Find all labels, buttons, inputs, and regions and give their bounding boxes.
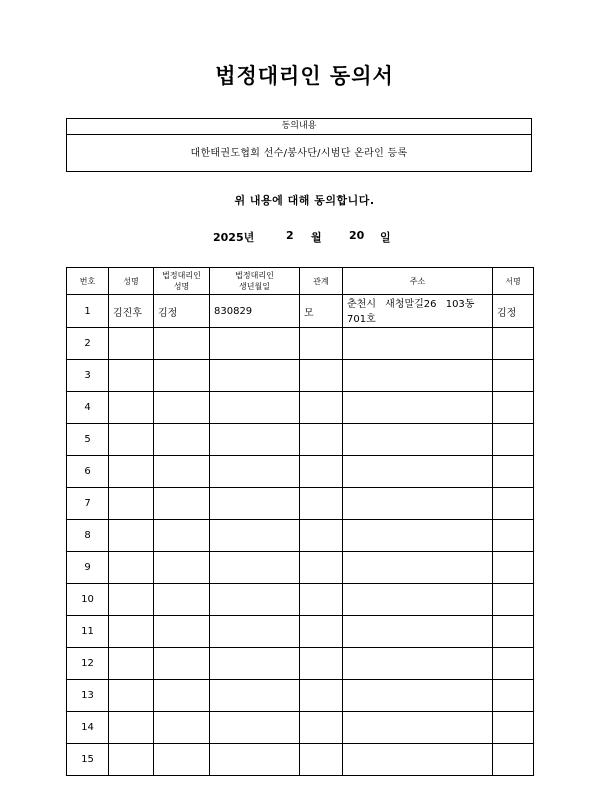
cell-relation[interactable] — [300, 488, 343, 520]
date-month: 2 — [286, 229, 294, 242]
table-row — [67, 520, 534, 552]
cell-guardian-name[interactable] — [154, 552, 210, 584]
cell-signature[interactable] — [493, 648, 534, 680]
row-number: 5 — [67, 424, 109, 456]
cell-signature[interactable] — [493, 584, 534, 616]
cell-address[interactable] — [343, 392, 493, 424]
cell-guardian-name[interactable] — [154, 648, 210, 680]
consent-box — [66, 118, 532, 172]
row-number: 11 — [67, 616, 109, 648]
cell-guardian-birth[interactable] — [210, 520, 300, 552]
table-row — [67, 584, 534, 616]
cell-relation[interactable] — [300, 712, 343, 744]
guardian-table — [66, 267, 534, 776]
cell-guardian-birth[interactable] — [210, 616, 300, 648]
cell-relation[interactable] — [300, 584, 343, 616]
cell-guardian-birth[interactable] — [210, 456, 300, 488]
cell-address[interactable] — [343, 552, 493, 584]
cell-guardian-name[interactable] — [154, 584, 210, 616]
address-line1: 춘천시 새청말길26 103동 — [347, 298, 475, 310]
header-name: 성명 — [109, 268, 154, 295]
cell-address[interactable] — [343, 360, 493, 392]
cell-address[interactable] — [343, 520, 493, 552]
header-guardian-name-line1: 법정대리인 — [162, 271, 201, 280]
cell-guardian-name[interactable] — [154, 392, 210, 424]
cell-guardian-birth[interactable] — [210, 424, 300, 456]
date-month-unit: 월 — [311, 231, 322, 244]
cell-name[interactable] — [109, 648, 154, 680]
cell-guardian-birth[interactable] — [210, 392, 300, 424]
cell-name[interactable] — [109, 392, 154, 424]
cell-relation[interactable] — [300, 648, 343, 680]
cell-name[interactable] — [109, 712, 154, 744]
date-day-unit: 일 — [380, 231, 391, 244]
cell-relation[interactable] — [300, 424, 343, 456]
cell-name[interactable] — [109, 616, 154, 648]
row-number: 2 — [67, 328, 109, 360]
row-number: 7 — [67, 488, 109, 520]
header-address: 주소 — [343, 268, 493, 295]
table-row — [67, 360, 534, 392]
cell-address[interactable] — [343, 584, 493, 616]
header-guardian-name-line2: 성명 — [173, 282, 190, 291]
row-number: 1 — [67, 295, 109, 328]
cell-guardian-birth[interactable] — [210, 328, 300, 360]
cell-signature[interactable] — [493, 424, 534, 456]
header-relation: 관계 — [300, 268, 343, 295]
cell-address[interactable] — [343, 295, 493, 328]
cell-name[interactable] — [109, 680, 154, 712]
cell-relation[interactable] — [300, 744, 343, 776]
cell-name[interactable] — [109, 424, 154, 456]
cell-guardian-name[interactable]: 김정 — [154, 295, 210, 328]
row-number: 3 — [67, 360, 109, 392]
table-row — [67, 456, 534, 488]
cell-guardian-name[interactable] — [154, 616, 210, 648]
cell-address[interactable] — [343, 424, 493, 456]
cell-signature[interactable] — [493, 680, 534, 712]
header-guardian-birth-line1: 법정대리인 — [235, 271, 274, 280]
cell-name[interactable] — [109, 520, 154, 552]
cell-signature[interactable] — [493, 328, 534, 360]
row-number: 6 — [67, 456, 109, 488]
cell-guardian-birth[interactable] — [210, 488, 300, 520]
cell-relation[interactable] — [300, 360, 343, 392]
address-line2: 701호 — [347, 313, 376, 325]
cell-signature[interactable] — [493, 616, 534, 648]
cell-address[interactable] — [343, 744, 493, 776]
table-row — [67, 488, 534, 520]
cell-address[interactable] — [343, 328, 493, 360]
table-row — [67, 328, 534, 360]
table-row — [67, 392, 534, 424]
cell-guardian-birth[interactable]: 830829 — [210, 295, 300, 328]
row-number: 8 — [67, 520, 109, 552]
cell-guardian-birth[interactable] — [210, 648, 300, 680]
cell-address[interactable] — [343, 456, 493, 488]
header-guardian-name — [154, 268, 210, 295]
cell-guardian-name[interactable] — [154, 328, 210, 360]
cell-relation[interactable] — [300, 680, 343, 712]
cell-signature[interactable]: 김정 — [493, 295, 534, 328]
cell-guardian-name[interactable] — [154, 520, 210, 552]
header-guardian-birth-line2: 생년월일 — [239, 282, 270, 291]
header-signature: 서명 — [493, 268, 534, 295]
cell-guardian-name[interactable] — [154, 360, 210, 392]
cell-relation[interactable] — [300, 392, 343, 424]
cell-signature[interactable] — [493, 552, 534, 584]
cell-relation[interactable] — [300, 520, 343, 552]
table-row — [67, 712, 534, 744]
document-title: 법정대리인 동의서 — [215, 63, 394, 88]
cell-name[interactable] — [109, 328, 154, 360]
cell-signature[interactable] — [493, 392, 534, 424]
consent-header: 동의내용 — [67, 119, 531, 135]
cell-guardian-birth[interactable] — [210, 680, 300, 712]
cell-name[interactable]: 김진후 — [109, 295, 154, 328]
cell-guardian-name[interactable] — [154, 680, 210, 712]
row-number: 13 — [67, 680, 109, 712]
cell-guardian-birth[interactable] — [210, 712, 300, 744]
header-number: 번호 — [67, 268, 109, 295]
table-row — [67, 648, 534, 680]
row-number: 12 — [67, 648, 109, 680]
cell-relation[interactable]: 모 — [300, 295, 343, 328]
row-number: 10 — [67, 584, 109, 616]
cell-guardian-name[interactable] — [154, 744, 210, 776]
table-row — [67, 616, 534, 648]
cell-guardian-birth[interactable] — [210, 360, 300, 392]
cell-signature[interactable] — [493, 744, 534, 776]
header-guardian-birth — [210, 268, 300, 295]
cell-signature[interactable] — [493, 520, 534, 552]
agreement-statement: 위 내용에 대해 동의합니다. — [234, 194, 375, 207]
cell-signature[interactable] — [493, 488, 534, 520]
cell-signature[interactable] — [493, 360, 534, 392]
consent-body: 대한태권도협회 선수/봉사단/시범단 온라인 등록 — [190, 148, 408, 159]
cell-address[interactable] — [343, 648, 493, 680]
row-number: 4 — [67, 392, 109, 424]
cell-guardian-birth[interactable] — [210, 552, 300, 584]
row-number: 14 — [67, 712, 109, 744]
date-year: 2025년 — [213, 231, 255, 244]
cell-name[interactable] — [109, 488, 154, 520]
date-day: 20 — [349, 229, 365, 242]
cell-name[interactable] — [109, 552, 154, 584]
table-header-row — [67, 268, 534, 295]
cell-address[interactable] — [343, 488, 493, 520]
cell-address[interactable] — [343, 616, 493, 648]
table-row — [67, 424, 534, 456]
cell-name[interactable] — [109, 584, 154, 616]
table-row — [67, 680, 534, 712]
table-row — [67, 744, 534, 776]
cell-guardian-name[interactable] — [154, 488, 210, 520]
cell-address[interactable] — [343, 680, 493, 712]
cell-guardian-birth[interactable] — [210, 744, 300, 776]
cell-relation[interactable] — [300, 616, 343, 648]
cell-name[interactable] — [109, 360, 154, 392]
cell-address[interactable] — [343, 712, 493, 744]
table-row — [67, 552, 534, 584]
row-number: 15 — [67, 744, 109, 776]
cell-relation[interactable] — [300, 456, 343, 488]
cell-guardian-birth[interactable] — [210, 584, 300, 616]
table-row — [67, 295, 534, 328]
cell-name[interactable] — [109, 456, 154, 488]
cell-guardian-name[interactable] — [154, 424, 210, 456]
cell-guardian-name[interactable] — [154, 712, 210, 744]
cell-signature[interactable] — [493, 456, 534, 488]
cell-signature[interactable] — [493, 712, 534, 744]
cell-guardian-name[interactable] — [154, 456, 210, 488]
cell-relation[interactable] — [300, 328, 343, 360]
row-number: 9 — [67, 552, 109, 584]
cell-name[interactable] — [109, 744, 154, 776]
cell-relation[interactable] — [300, 552, 343, 584]
